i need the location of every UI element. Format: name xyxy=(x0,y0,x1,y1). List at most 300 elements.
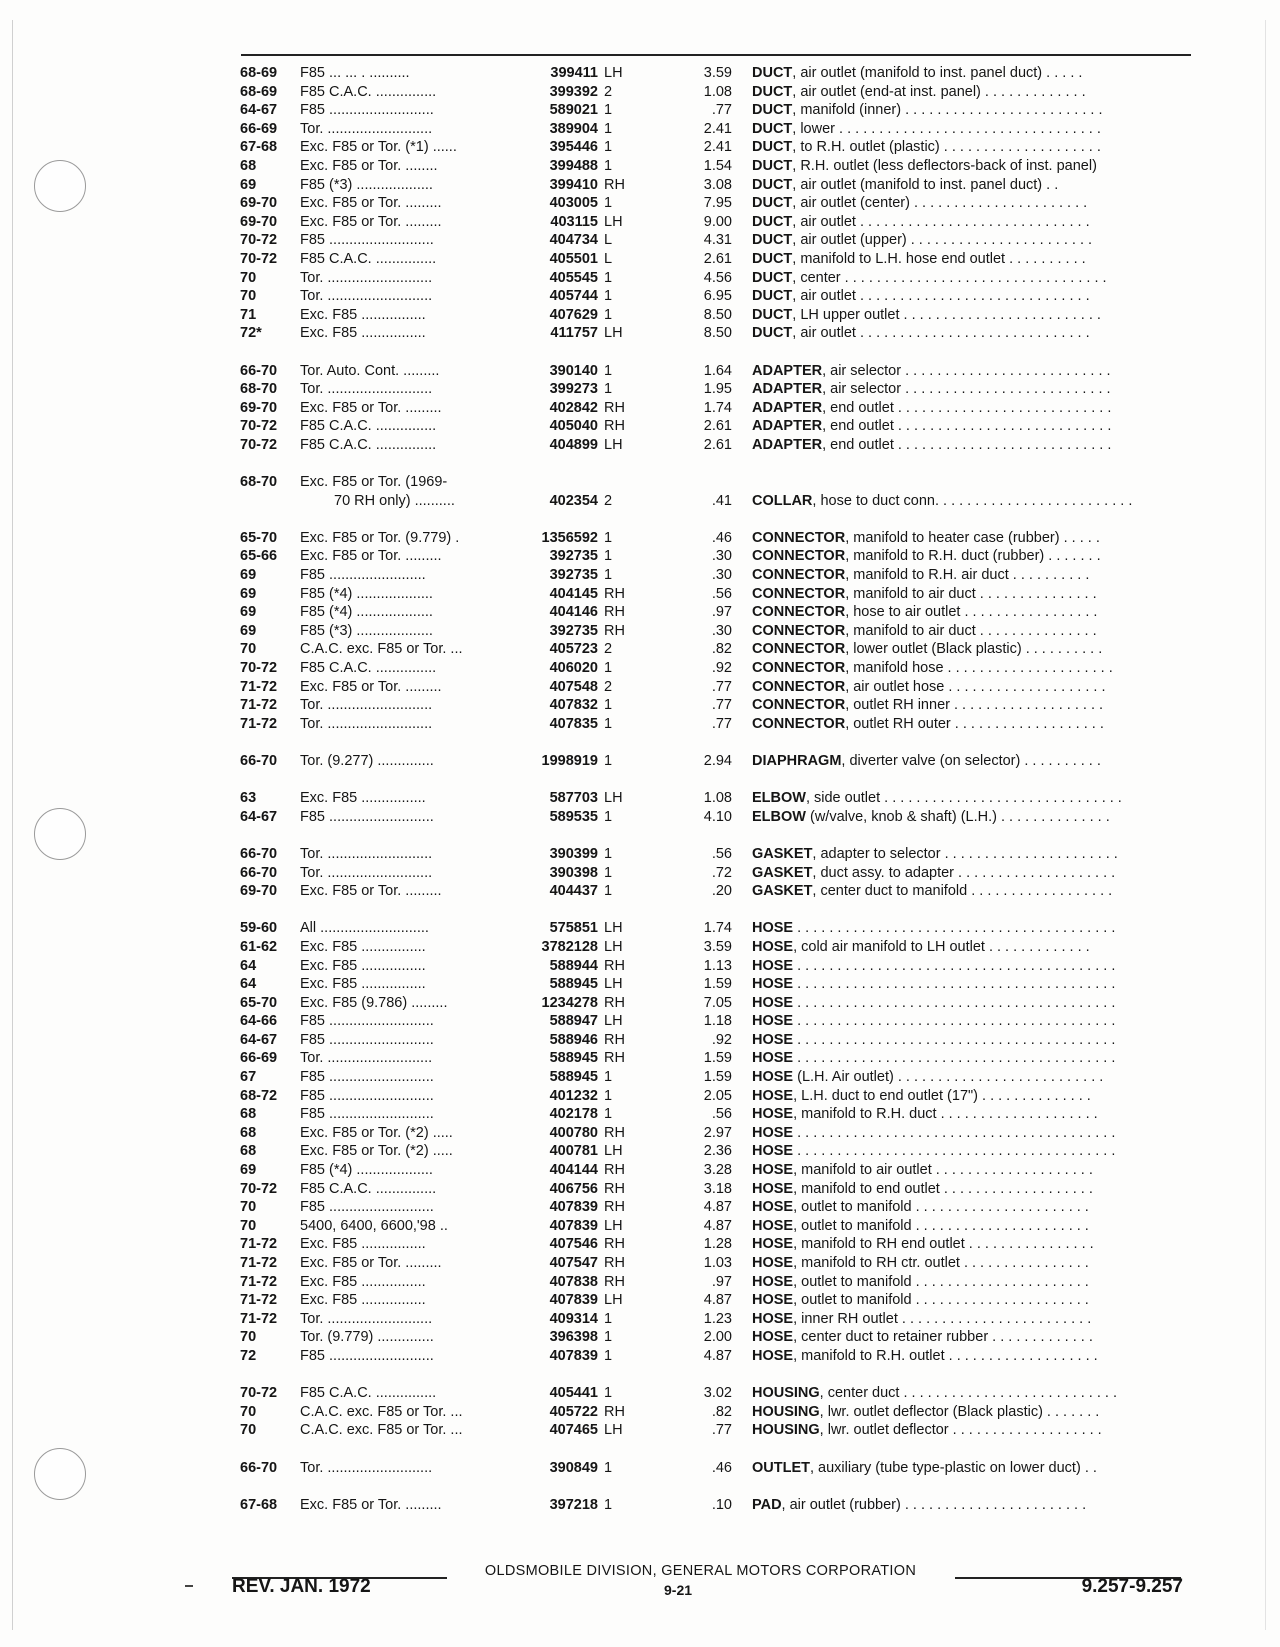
model-text: Exc. F85 or Tor. (*2) ..... xyxy=(300,1143,453,1160)
part-description xyxy=(752,399,1190,418)
description-text: , manifold to R.H. duct . . . . . . . . . . . . . . . . . . . . xyxy=(793,1106,1098,1123)
part-number: 407547 xyxy=(549,1255,598,1271)
part-description xyxy=(752,547,1190,566)
quantity: 1 xyxy=(604,1347,613,1364)
quantity: RH xyxy=(604,1199,625,1216)
model-applicability xyxy=(300,1421,508,1440)
part-number: 402178 xyxy=(549,1106,598,1123)
table-row xyxy=(0,1347,1280,1366)
part-number: 588945 xyxy=(549,976,598,993)
model-year: 68-70 xyxy=(240,381,278,398)
part-number: 390140 xyxy=(549,362,598,379)
part-number: 406020 xyxy=(549,660,598,676)
part-name: HOUSING xyxy=(752,1403,820,1420)
description-text: , air outlet (end-at inst. panel) . . . . . . . . . . . . . xyxy=(792,83,1086,100)
group-spacer xyxy=(0,1366,1280,1385)
group-spacer xyxy=(0,454,1280,473)
table-row xyxy=(0,1180,1280,1199)
part-number: 400781 xyxy=(549,1143,598,1160)
table-row xyxy=(0,994,1280,1013)
part-number: 407835 xyxy=(549,715,598,732)
quantity: 1 xyxy=(604,1087,613,1104)
part-description xyxy=(752,994,1190,1013)
price: .97 xyxy=(711,1273,732,1290)
model-applicability xyxy=(300,1347,508,1366)
description-text: , air outlet . . . . . . . . . . . . . . . . . . . . . . . . . . . . . xyxy=(792,213,1090,230)
model-year: 64-67 xyxy=(240,1031,278,1048)
part-number: 402354 xyxy=(549,492,598,509)
part-number: 407839 xyxy=(549,1199,598,1216)
description-text: , air outlet (manifold to inst. panel duct) . . . . . xyxy=(792,65,1083,81)
model-text: F85 C.A.C. ............... xyxy=(300,83,437,100)
model-text: F85 ........................ xyxy=(300,567,426,584)
model-year: 66-70 xyxy=(240,362,278,379)
model-year: 70-72 xyxy=(240,1180,278,1197)
part-name: HOSE xyxy=(752,1050,794,1067)
quantity: RH xyxy=(604,1255,625,1271)
table-row xyxy=(0,269,1280,288)
part-number: 406756 xyxy=(549,1180,598,1197)
part-number: 397218 xyxy=(549,1496,598,1513)
part-number: 588944 xyxy=(549,957,598,974)
model-applicability xyxy=(300,1254,508,1273)
part-description xyxy=(752,752,1190,771)
description-text: , lower outlet (Black plastic) . . . . . . . . . . xyxy=(845,641,1103,658)
price: 2.97 xyxy=(703,1124,732,1141)
quantity: LH xyxy=(604,213,623,230)
model-text: F85 .......................... xyxy=(300,1069,434,1086)
group-spacer xyxy=(0,343,1280,362)
price: .92 xyxy=(711,660,732,676)
part-description xyxy=(752,194,1190,213)
part-description xyxy=(752,1068,1190,1087)
part-name: CONNECTOR xyxy=(752,678,846,695)
description-text: , manifold to R.H. duct (rubber) . . . . . . . xyxy=(845,548,1101,565)
model-applicability xyxy=(300,1235,508,1254)
price: .30 xyxy=(711,548,732,565)
part-number: 396398 xyxy=(549,1329,598,1346)
model-year: 67-68 xyxy=(240,139,278,156)
table-row xyxy=(0,957,1280,976)
model-applicability xyxy=(300,176,508,195)
quantity: LH xyxy=(604,976,623,993)
part-description xyxy=(752,659,1190,678)
quantity: RH xyxy=(604,1050,625,1067)
quantity: RH xyxy=(604,176,625,193)
model-year: 66-69 xyxy=(240,120,278,137)
model-applicability xyxy=(300,845,508,864)
model-text: F85 (*4) ................... xyxy=(300,585,433,602)
quantity: 1 xyxy=(604,883,613,900)
part-number: 404146 xyxy=(549,604,598,621)
model-year: 65-66 xyxy=(240,548,278,565)
part-number: 399411 xyxy=(550,65,598,81)
model-year: 69-70 xyxy=(240,399,278,416)
table-row xyxy=(0,752,1280,771)
model-year: 67 xyxy=(240,1069,257,1086)
part-description xyxy=(752,845,1190,864)
model-text: Tor. .......................... xyxy=(300,1310,433,1327)
quantity: 1 xyxy=(604,195,613,212)
model-applicability xyxy=(300,380,508,399)
model-year: 66-70 xyxy=(240,752,278,769)
model-text: F85 (*4) ................... xyxy=(300,604,433,621)
part-number: 390399 xyxy=(549,845,598,862)
table-row xyxy=(0,436,1280,455)
description-text: , lower . . . . . . . . . . . . . . . . . . . . . . . . . . . . . . . . . xyxy=(792,120,1101,137)
description-text: , auxiliary (tube type-plastic on lower duct) . . xyxy=(810,1459,1097,1476)
model-text: Tor. Auto. Cont. ......... xyxy=(300,362,440,379)
part-description xyxy=(752,696,1190,715)
price: .92 xyxy=(711,1031,732,1048)
model-year: 64 xyxy=(240,957,257,974)
price: .20 xyxy=(711,883,732,900)
part-name: COLLAR xyxy=(752,492,813,509)
model-text: Tor. .......................... xyxy=(300,1050,433,1067)
model-text: Exc. F85 or Tor. ......... xyxy=(300,195,442,212)
model-applicability xyxy=(300,1328,508,1347)
quantity: 1 xyxy=(604,1310,613,1327)
model-text: F85 (*3) ................... xyxy=(300,176,433,193)
quantity: 1 xyxy=(604,288,613,305)
price: 7.95 xyxy=(703,195,732,212)
quantity: RH xyxy=(604,994,625,1011)
model-applicability xyxy=(300,1310,508,1329)
model-applicability xyxy=(300,1496,508,1515)
table-row xyxy=(0,1384,1280,1403)
model-text: F85 C.A.C. ............... xyxy=(300,436,437,453)
model-text: Exc. F85 or Tor. ......... xyxy=(300,1255,442,1271)
price: .56 xyxy=(711,585,732,602)
model-year: 66-70 xyxy=(240,845,278,862)
part-number: 3782128 xyxy=(541,938,598,955)
quantity: LH xyxy=(604,1013,623,1030)
quantity: L xyxy=(604,232,613,249)
model-text: Tor. .......................... xyxy=(300,864,433,881)
model-applicability xyxy=(300,1180,508,1199)
model-year: 70 xyxy=(240,1217,257,1234)
part-name: HOSE xyxy=(752,1329,794,1346)
part-description xyxy=(752,640,1190,659)
description-text: , air selector . . . . . . . . . . . . . . . . . . . . . . . . . . xyxy=(822,362,1111,379)
table-row xyxy=(0,585,1280,604)
part-description xyxy=(752,83,1190,102)
table-row xyxy=(0,566,1280,585)
price: 1.08 xyxy=(703,790,732,807)
model-year: 69 xyxy=(240,567,257,584)
price: 4.10 xyxy=(703,808,732,825)
quantity: LH xyxy=(604,436,623,453)
model-applicability xyxy=(300,1049,508,1068)
part-name: ADAPTER xyxy=(752,399,823,416)
quantity: 1 xyxy=(604,102,613,119)
model-year: 68 xyxy=(240,1106,257,1123)
model-year: 66-70 xyxy=(240,1459,278,1476)
part-number: 392735 xyxy=(549,567,598,584)
price: 6.95 xyxy=(703,288,732,305)
model-text: F85 .......................... xyxy=(300,1031,434,1048)
model-text: F85 .......................... xyxy=(300,232,434,249)
model-text: F85 .......................... xyxy=(300,1087,434,1104)
price: 3.02 xyxy=(703,1385,732,1402)
part-number: 404145 xyxy=(549,585,598,602)
quantity: LH xyxy=(604,920,623,937)
model-text: Exc. F85 or Tor. ......... xyxy=(300,1496,442,1513)
part-description xyxy=(752,436,1190,455)
part-number: 405744 xyxy=(549,288,598,305)
part-name: DUCT xyxy=(752,232,793,249)
part-number: 1234278 xyxy=(541,994,598,1011)
part-name: ELBOW xyxy=(752,790,806,807)
table-row xyxy=(0,64,1280,83)
part-number: 407832 xyxy=(549,697,598,714)
price: 3.18 xyxy=(703,1180,732,1197)
quantity: RH xyxy=(604,1180,625,1197)
description-text: , air outlet . . . . . . . . . . . . . . . . . . . . . . . . . . . . . xyxy=(792,325,1090,342)
model-year: 64 xyxy=(240,976,257,993)
description-text: , inner RH outlet . . . . . . . . . . . . . . . . . . . . . . . . xyxy=(793,1310,1092,1327)
description-text: , end outlet . . . . . . . . . . . . . . . . . . . . . . . . . . . xyxy=(822,436,1112,453)
model-year: 72* xyxy=(240,325,262,342)
part-name: HOSE xyxy=(752,1031,794,1048)
model-applicability xyxy=(300,250,508,269)
price: .56 xyxy=(711,1106,732,1123)
part-name: DUCT xyxy=(752,157,793,174)
model-text: Exc. F85 ................ xyxy=(300,1273,426,1290)
model-applicability xyxy=(300,529,508,548)
model-applicability xyxy=(300,1384,508,1403)
price: 9.00 xyxy=(703,213,732,230)
part-number: 404899 xyxy=(549,436,598,453)
model-applicability xyxy=(300,287,508,306)
quantity: LH xyxy=(604,938,623,955)
quantity: L xyxy=(604,250,613,267)
part-number: 407839 xyxy=(549,1347,598,1364)
price: 1.74 xyxy=(703,920,732,937)
part-number: 390849 xyxy=(549,1459,598,1476)
model-text: Exc. F85 or Tor. ........ xyxy=(300,157,438,174)
price: 4.87 xyxy=(703,1199,732,1216)
part-description xyxy=(752,1087,1190,1106)
part-description xyxy=(752,1421,1190,1440)
model-year: 72 xyxy=(240,1347,257,1364)
price: 1.54 xyxy=(703,157,732,174)
description-text: , R.H. outlet (less deflectors-back of inst. panel) xyxy=(792,157,1097,174)
model-applicability xyxy=(300,138,508,157)
part-number: 405501 xyxy=(549,250,598,267)
part-number: 588945 xyxy=(549,1050,598,1067)
quantity: RH xyxy=(604,585,625,602)
price: 4.31 xyxy=(703,232,732,249)
description-text: , outlet RH outer . . . . . . . . . . . . . . . . . . . xyxy=(845,715,1104,732)
price: .41 xyxy=(711,492,732,509)
table-row xyxy=(0,864,1280,883)
table-row xyxy=(0,250,1280,269)
part-name: HOSE xyxy=(752,1180,794,1197)
part-description xyxy=(752,362,1190,381)
part-description xyxy=(752,120,1190,139)
model-applicability xyxy=(300,213,508,232)
price: .97 xyxy=(711,604,732,621)
price: .10 xyxy=(711,1496,732,1513)
part-name: GASKET xyxy=(752,845,813,862)
price: 1.23 xyxy=(703,1310,732,1327)
model-year: 69-70 xyxy=(240,213,278,230)
part-description xyxy=(752,1291,1190,1310)
part-number: 1998919 xyxy=(541,752,598,769)
part-description xyxy=(752,380,1190,399)
price: .82 xyxy=(711,1403,732,1420)
footer-section-number: 9.257-9.257 xyxy=(1081,1576,1183,1597)
model-year: 68-69 xyxy=(240,83,278,100)
part-description xyxy=(752,1347,1190,1366)
price: .77 xyxy=(711,715,732,732)
model-year: 70-72 xyxy=(240,250,278,267)
footer-page-number: 9-21 xyxy=(664,1582,693,1598)
model-year: 70 xyxy=(240,288,257,305)
table-row xyxy=(0,1031,1280,1050)
price: 1.59 xyxy=(703,976,732,993)
part-description xyxy=(752,1273,1190,1292)
model-text: All ........................... xyxy=(300,920,429,937)
model-year: 64-67 xyxy=(240,808,278,825)
part-number: 404437 xyxy=(549,883,598,900)
quantity: 1 xyxy=(604,120,613,137)
price: 7.05 xyxy=(703,994,732,1011)
description-text: , outlet to manifold . . . . . . . . . . . . . . . . . . . . . . xyxy=(793,1199,1089,1216)
part-number: 401232 xyxy=(549,1087,598,1104)
price: 2.61 xyxy=(703,436,732,453)
price: 2.61 xyxy=(703,418,732,435)
part-name: CONNECTOR xyxy=(752,567,846,584)
price: 2.41 xyxy=(703,139,732,156)
part-name: DUCT xyxy=(752,325,793,342)
model-text: Tor. .......................... xyxy=(300,697,433,714)
model-applicability xyxy=(300,864,508,883)
table-row xyxy=(0,1142,1280,1161)
table-row xyxy=(0,696,1280,715)
part-description xyxy=(752,938,1190,957)
model-text: F85 ... ... . .......... xyxy=(300,65,410,81)
part-description xyxy=(752,1049,1190,1068)
description-text: , center duct to retainer rubber . . . . . . . . . . . . . xyxy=(793,1329,1093,1346)
model-text: F85 .......................... xyxy=(300,808,434,825)
model-applicability xyxy=(300,83,508,102)
table-row xyxy=(0,975,1280,994)
price: 4.87 xyxy=(703,1292,732,1309)
table-row xyxy=(0,715,1280,734)
part-name: PAD xyxy=(752,1496,782,1513)
part-description xyxy=(752,138,1190,157)
model-text: Tor. (9.779) .............. xyxy=(300,1329,434,1346)
quantity: 1 xyxy=(604,1496,613,1513)
quantity: 1 xyxy=(604,362,613,379)
model-year: 70-72 xyxy=(240,418,278,435)
quantity: 2 xyxy=(604,641,613,658)
description-text: , duct assy. to adapter . . . . . . . . . . . . . . . . . . . . xyxy=(812,864,1116,881)
model-year: 63 xyxy=(240,790,257,807)
description-text: (L.H. Air outlet) . . . . . . . . . . . . . . . . . . . . . . . . . . xyxy=(793,1069,1104,1086)
price: 1.18 xyxy=(703,1013,732,1030)
model-text-continued: 70 RH only) .......... xyxy=(334,492,455,509)
part-name: HOSE xyxy=(752,1310,794,1327)
description-text: , manifold to R.H. air duct . . . . . . . . . . xyxy=(845,567,1090,584)
table-row xyxy=(0,1273,1280,1292)
part-description xyxy=(752,417,1190,436)
part-number: 399488 xyxy=(549,157,598,174)
description-text: , air outlet (rubber) . . . . . . . . . . . . . . . . . . . . . . . xyxy=(781,1496,1087,1513)
price: .56 xyxy=(711,845,732,862)
quantity: 2 xyxy=(604,492,613,509)
part-name: CONNECTOR xyxy=(752,604,846,621)
table-row xyxy=(0,1254,1280,1273)
table-row xyxy=(0,324,1280,343)
part-description xyxy=(752,864,1190,883)
model-year: 64-67 xyxy=(240,102,278,119)
model-applicability xyxy=(300,752,508,771)
part-number: 405723 xyxy=(549,641,598,658)
table-row xyxy=(0,213,1280,232)
quantity: 1 xyxy=(604,567,613,584)
price: 1.95 xyxy=(703,381,732,398)
model-text: Exc. F85 ................ xyxy=(300,976,426,993)
part-name: HOSE xyxy=(752,1013,794,1030)
model-applicability xyxy=(300,1142,508,1161)
model-year: 65-70 xyxy=(240,994,278,1011)
description-text: . . . . . . . . . . . . . . . . . . . . . . . . . . . . . . . . . . . . . . . . xyxy=(793,1013,1116,1030)
model-text: Tor. .......................... xyxy=(300,1459,433,1476)
table-row xyxy=(0,919,1280,938)
description-text: , adapter to selector . . . . . . . . . . . . . . . . . . . . . . xyxy=(812,845,1118,862)
table-row xyxy=(0,157,1280,176)
part-name: DUCT xyxy=(752,250,793,267)
quantity: 1 xyxy=(604,845,613,862)
model-applicability xyxy=(300,1068,508,1087)
table-row xyxy=(0,603,1280,622)
price: 2.94 xyxy=(703,752,732,769)
part-name: DIAPHRAGM xyxy=(752,752,842,769)
model-text: Tor. .......................... xyxy=(300,288,433,305)
table-row xyxy=(0,845,1280,864)
part-number: 402842 xyxy=(549,399,598,416)
part-name: HOSE xyxy=(752,1087,794,1104)
model-applicability xyxy=(300,417,508,436)
model-text: Exc. F85 or Tor. ......... xyxy=(300,213,442,230)
model-applicability xyxy=(300,1161,508,1180)
model-text: F85 C.A.C. ............... xyxy=(300,250,437,267)
part-description xyxy=(752,287,1190,306)
price: 1.28 xyxy=(703,1236,732,1253)
part-name: GASKET xyxy=(752,864,813,881)
table-row xyxy=(0,380,1280,399)
model-applicability xyxy=(300,436,508,455)
model-text: Tor. .......................... xyxy=(300,120,433,137)
description-text: , lwr. outlet deflector . . . . . . . . . . . . . . . . . . . xyxy=(819,1422,1102,1439)
part-description xyxy=(752,919,1190,938)
part-description xyxy=(752,324,1190,343)
part-number: 407548 xyxy=(549,678,598,695)
part-name: CONNECTOR xyxy=(752,641,846,658)
part-number: 395446 xyxy=(549,139,598,156)
part-name: HOUSING xyxy=(752,1385,820,1402)
description-text: , manifold (inner) . . . . . . . . . . . . . . . . . . . . . . . . . xyxy=(792,102,1103,119)
model-text: Tor. .......................... xyxy=(300,381,433,398)
model-year: 71 xyxy=(240,306,257,323)
model-applicability xyxy=(300,715,508,734)
quantity: RH xyxy=(604,1273,625,1290)
quantity: 1 xyxy=(604,864,613,881)
price: 2.61 xyxy=(703,250,732,267)
